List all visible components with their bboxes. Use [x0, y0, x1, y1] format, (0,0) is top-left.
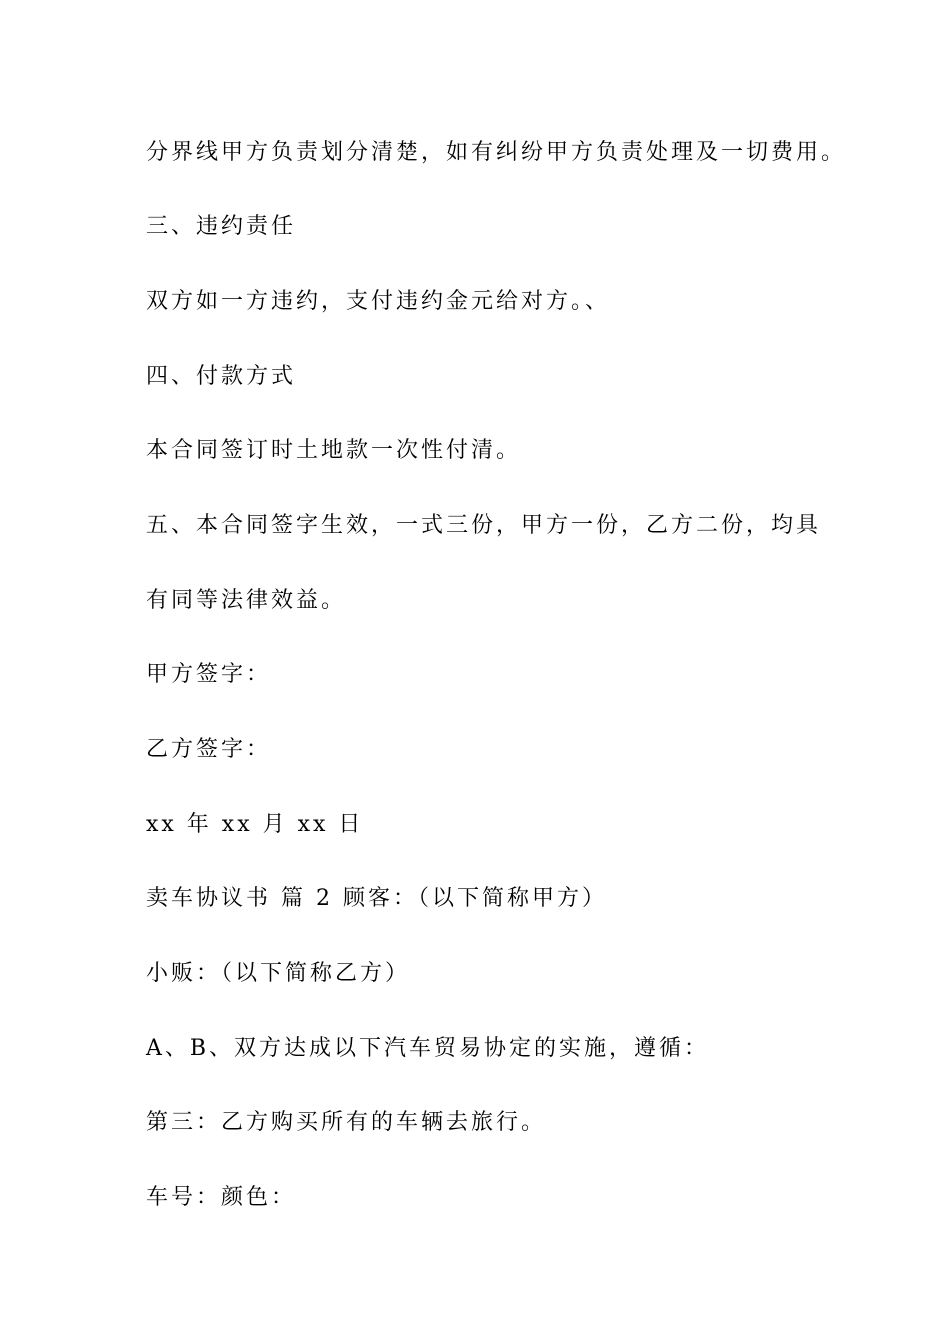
- paragraph-contract-effective-cont: 有同等法律效益。: [146, 588, 347, 613]
- heading-breach-liability: 三、违约责任: [146, 214, 297, 239]
- party-b-signature-label: 乙方签字：: [146, 737, 272, 762]
- party-a-signature-label: 甲方签字：: [146, 662, 272, 687]
- paragraph-boundary-responsibility: 分界线甲方负责划分清楚，如有纠纷甲方负责处理及一切费用。: [146, 140, 847, 165]
- agreement-intro-line: A、B、双方达成以下汽车贸易协定的实施，遵循：: [146, 1036, 710, 1061]
- vehicle-number-color-line: 车号：颜色：: [146, 1185, 297, 1210]
- clause-three-line: 第三：乙方购买所有的车辆去旅行。: [146, 1110, 547, 1135]
- paragraph-breach-penalty: 双方如一方违约，支付违约金元给对方。、: [146, 289, 611, 314]
- date-line: xx 年 xx 月 xx 日: [146, 812, 364, 837]
- section-title-car-sale: 卖车协议书 篇 2 顾客：（以下简称甲方）: [146, 886, 607, 911]
- party-b-vendor-line: 小贩：（以下简称乙方）: [146, 961, 411, 986]
- paragraph-contract-effective: 五、本合同签字生效，一式三份，甲方一份，乙方二份，均具: [146, 513, 822, 538]
- paragraph-payment-terms: 本合同签订时土地款一次性付清。: [146, 438, 522, 463]
- heading-payment-method: 四、付款方式: [146, 364, 297, 389]
